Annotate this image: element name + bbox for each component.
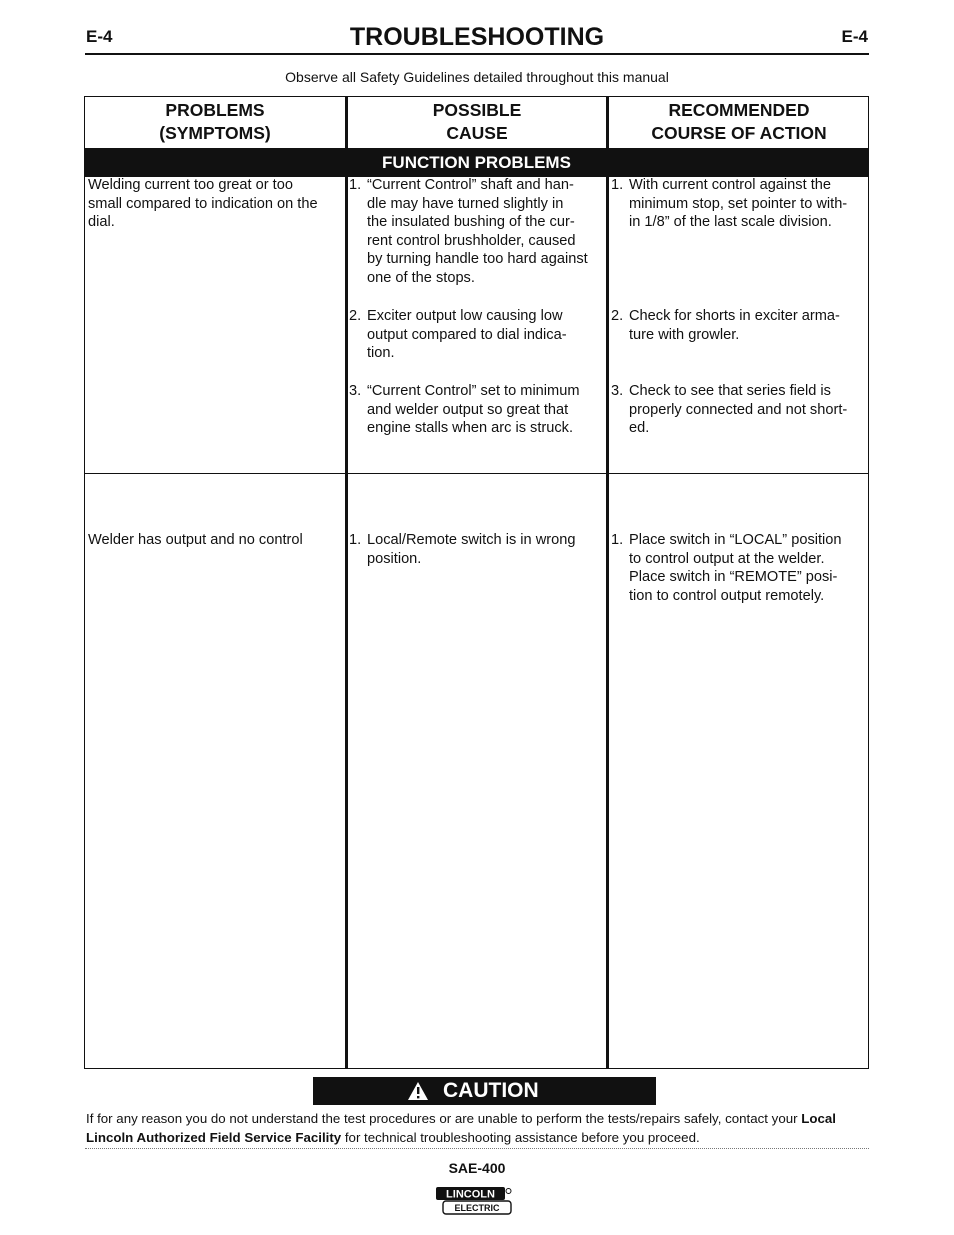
caution-banner [313, 1077, 656, 1105]
title-rule [85, 53, 869, 55]
safety-note: Observe all Safety Guidelines detailed throughout this manual [285, 69, 669, 85]
row-divider [85, 473, 868, 474]
warning-triangle-icon [407, 1081, 429, 1101]
page-number-left: E-4 [86, 27, 113, 46]
section-header: FUNCTION PROBLEMS [85, 149, 868, 177]
column-header-cause: POSSIBLE CAUSE [432, 100, 522, 143]
logo-text-top: LINCOLN [446, 1188, 495, 1201]
column-divider [345, 97, 348, 1068]
page-title: TROUBLESHOOTING [349, 23, 605, 51]
column-header-action: RECOMMENDED COURSE OF ACTION [651, 100, 827, 143]
caution-label: CAUTION [443, 1079, 539, 1102]
troubleshooting-table: PROBLEMS (SYMPTOMS) POSSIBLE CAUSE RECOMMENDED COURSE OF ACTION FUNCTION PROBLEMS Welding current too great or too small compared to indication on the dial. 1. “Current Control” shaft and han- dle may have turned slightly in the insulated bushing of the cur- rent control brushholder, caused by turning handle too hard against one of the stops. 2. Exciter output low causing low output compared to dial indica- tion. 3. “Current Control” set to minimum and welder output so great that engine stalls when arc is struck. 1. With current control against the minimum stop, set pointer to with- in 1/8” of the last scale division. 2. Check for shorts in exciter arma- ture with growler. 3. Check to see that series field is properly connected and not short- ed. Welder has output and no control 1. Local/Remote switch is in wrong position. 1. Place switch in “LOCAL” position to control output at the welder. Place switch in “REMOTE” posi- tion to control output remotely. [84, 96, 869, 1069]
lincoln-electric-logo [435, 1186, 515, 1216]
problem-cell: Welder has output and no control [88, 532, 303, 548]
column-header-problems: PROBLEMS (SYMPTOMS) [159, 100, 271, 143]
caution-text: If for any reason you do not understand the test procedures or are unable to perform the tests/repairs safely, contact your Local Lincoln Authorized Field Service Facility for technical troubleshooting assistance before you proceed. [86, 1111, 836, 1145]
logo-text-bottom: ELECTRIC [454, 1203, 500, 1213]
page-number-right: E-4 [841, 27, 868, 46]
problem-cell: Welding current too great or too small compared to indication on the dial. [88, 177, 318, 231]
model-number: SAE-400 [448, 1160, 506, 1176]
footer-dotted-rule [85, 1148, 869, 1149]
